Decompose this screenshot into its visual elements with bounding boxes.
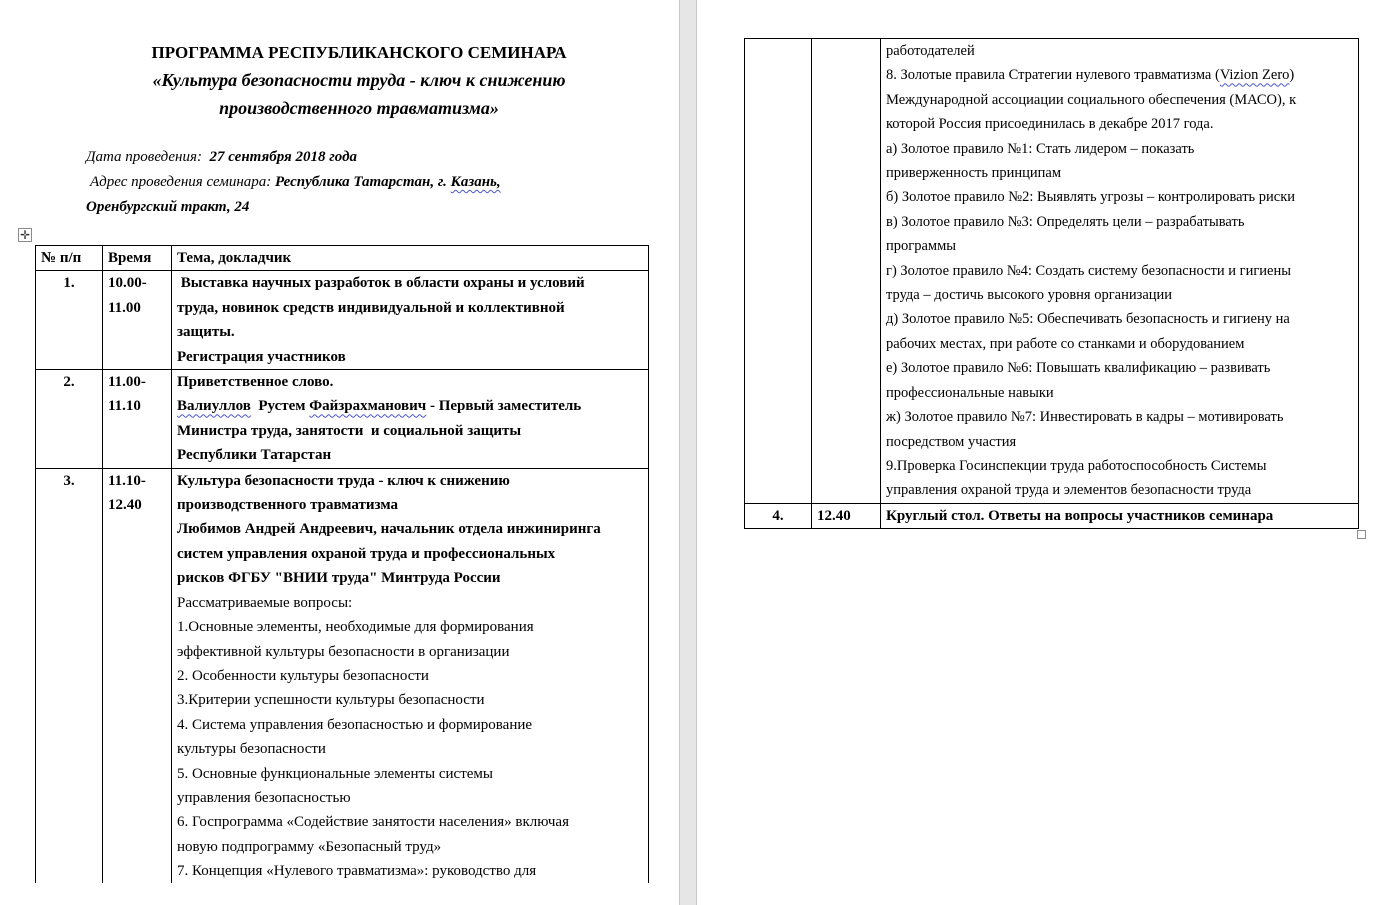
header-topic: Тема, докладчик (172, 246, 649, 271)
topic-line: г) Золотое правило №4: Создать систему безопасности и гигиены (886, 262, 1291, 279)
topic-line: 5. Основные функциональные элементы системы (177, 765, 493, 782)
topic-line: Международной ассоциации социального обеспечения (МАСО), к (886, 91, 1297, 108)
topic-line: программы (886, 238, 956, 255)
time-end: 11.10 (108, 398, 141, 415)
topic-line: 6. Госпрограмма «Содействие занятости населения» включая (177, 814, 569, 831)
topic-line: новую подпрограмму «Безопасный труд» (177, 838, 442, 855)
table-move-handle-icon[interactable]: ✛ (19, 228, 31, 242)
item8-text: 8. Золотые правила Стратегии нулевого травматизма ( (886, 67, 1220, 84)
topic-line: рабочих местах, при работе со станками и оборудованием (886, 335, 1245, 352)
date-label: Дата проведения: (86, 149, 202, 165)
address-value-1: Республика Татарстан, г. (275, 174, 447, 190)
topic-line: управления безопасностью (177, 789, 351, 806)
topic-line: 2. Особенности культуры безопасности (177, 667, 429, 684)
header-num: № п/п (36, 246, 103, 271)
topic-line: которой Россия присоединилась в декабре 2017 года. (886, 116, 1214, 133)
row-time (103, 271, 172, 370)
time-start: 10.00- (108, 275, 147, 292)
speaker-position: - Первый заместитель (426, 398, 582, 415)
address-value-2: Оренбургский тракт, 24 (86, 199, 250, 215)
topic-line: работодателей (886, 43, 975, 59)
row-num: 2. (36, 370, 103, 469)
topic-line: в) Золотое правило №3: Определять цели – разрабатывать (886, 213, 1245, 230)
item8-close: ) (1289, 67, 1295, 84)
page-1-bottom-margin (0, 883, 679, 905)
topic-line: Приветственное слово. (177, 374, 334, 391)
row-num-empty (745, 39, 812, 504)
program-table-continued (744, 38, 1359, 529)
table-row (36, 370, 649, 469)
topic-line: Министра труда, занятости и социальной защиты (177, 422, 522, 439)
table-row (36, 271, 649, 370)
speaker-line (177, 394, 643, 418)
topic-line: 9.Проверка Госинспекции труда работоспособность Системы (886, 457, 1267, 474)
address-label: Адрес проведения семинара: (90, 174, 272, 190)
topic-line: б) Золотое правило №2: Выявлять угрозы – контролировать риски (886, 189, 1296, 206)
topic-line: приверженность принципам (886, 165, 1062, 182)
topic-line: систем управления охраной труда и профессиональных (177, 545, 556, 562)
address-city: Казань, (450, 174, 501, 190)
topic-line: а) Золотое правило №1: Стать лидером – показать (886, 140, 1195, 157)
topic-line: 7. Концепция «Нулевого травматизма»: руководство для (177, 863, 537, 880)
topic-line: Выставка научных разработок в области охраны и условий (177, 275, 585, 292)
time-start: 11.00- (108, 374, 146, 391)
topic-line: профессиональные навыки (886, 384, 1054, 401)
table-row (745, 503, 1359, 528)
topic-line: производственного травматизма (177, 497, 398, 514)
row-time-empty (812, 39, 881, 504)
topic-line: управления охраной труда и элементов безопасности труда (886, 482, 1252, 499)
topic-line: д) Золотое правило №5: Обеспечивать безопасность и гигиену на (886, 311, 1290, 328)
title-line-3: производственного травматизма» (219, 98, 499, 118)
date-value: 27 сентября 2018 года (209, 149, 358, 165)
row-topic: Круглый стол. Ответы на вопросы участников семинара (881, 503, 1359, 528)
time-start: 11.10- (108, 472, 146, 489)
row-topic (172, 468, 649, 884)
table-header-row (36, 246, 649, 271)
topic-line: труда – достичь высокого уровня организации (886, 287, 1173, 304)
topic-line: Рассматриваемые вопросы: (177, 594, 353, 611)
topic-line-vision-zero (886, 63, 1353, 87)
event-address (90, 170, 501, 194)
speaker-patronymic: Файзрахманович (309, 398, 427, 415)
event-address-cont (86, 195, 249, 219)
row-time: 12.40 (812, 503, 881, 528)
vision-zero-term: Vizion Zero (1219, 67, 1290, 84)
topic-line: 3.Критерии успешности культуры безопасности (177, 692, 485, 709)
topic-line: эффективной культуры безопасности в организации (177, 643, 510, 660)
table-row-continued (745, 39, 1359, 504)
row-num: 4. (745, 503, 812, 528)
speaker-surname: Валиуллов (177, 398, 251, 415)
topic-line: рисков ФГБУ "ВНИИ труда" Минтруда России (177, 570, 501, 587)
row-topic (172, 271, 649, 370)
header-time: Время (103, 246, 172, 271)
time-end: 11.00 (108, 299, 141, 316)
row-num: 1. (36, 271, 103, 370)
topic-line: Регистрация участников (177, 348, 346, 365)
title-line-2: «Культура безопасности труда - ключ к снижению (152, 70, 566, 90)
row-topic (172, 370, 649, 469)
topic-line: защиты. (177, 324, 235, 341)
table-row (36, 468, 649, 884)
row-time (103, 468, 172, 884)
topic-line: посредством участия (886, 433, 1017, 450)
row-num: 3. (36, 468, 103, 884)
topic-line: культуры безопасности (177, 741, 326, 758)
program-table (35, 245, 649, 885)
page-gutter (679, 0, 697, 905)
topic-line: Культура безопасности труда - ключ к снижению (177, 472, 510, 489)
document-title (40, 40, 678, 122)
topic-line: труда, новинок средств индивидуальной и коллективной (177, 299, 565, 316)
topic-line: 1.Основные элементы, необходимые для формирования (177, 619, 534, 636)
speaker-name: Рустем (250, 398, 310, 415)
time-end: 12.40 (108, 497, 142, 514)
event-date (86, 145, 357, 169)
table-resize-handle-icon[interactable] (1357, 530, 1366, 539)
row-time (103, 370, 172, 469)
row-topic (881, 39, 1359, 504)
topic-line: ж) Золотое правило №7: Инвестировать в кадры – мотивировать (886, 409, 1284, 426)
topic-line: Республики Татарстан (177, 447, 332, 464)
topic-line: е) Золотое правило №6: Повышать квалификацию – развивать (886, 360, 1271, 377)
title-line-1: ПРОГРАММА РЕСПУБЛИКАНСКОГО СЕМИНАРА (151, 43, 567, 62)
topic-line: Любимов Андрей Андреевич, начальник отдела инжиниринга (177, 521, 601, 538)
topic-line: 4. Система управления безопасностью и формирование (177, 716, 533, 733)
